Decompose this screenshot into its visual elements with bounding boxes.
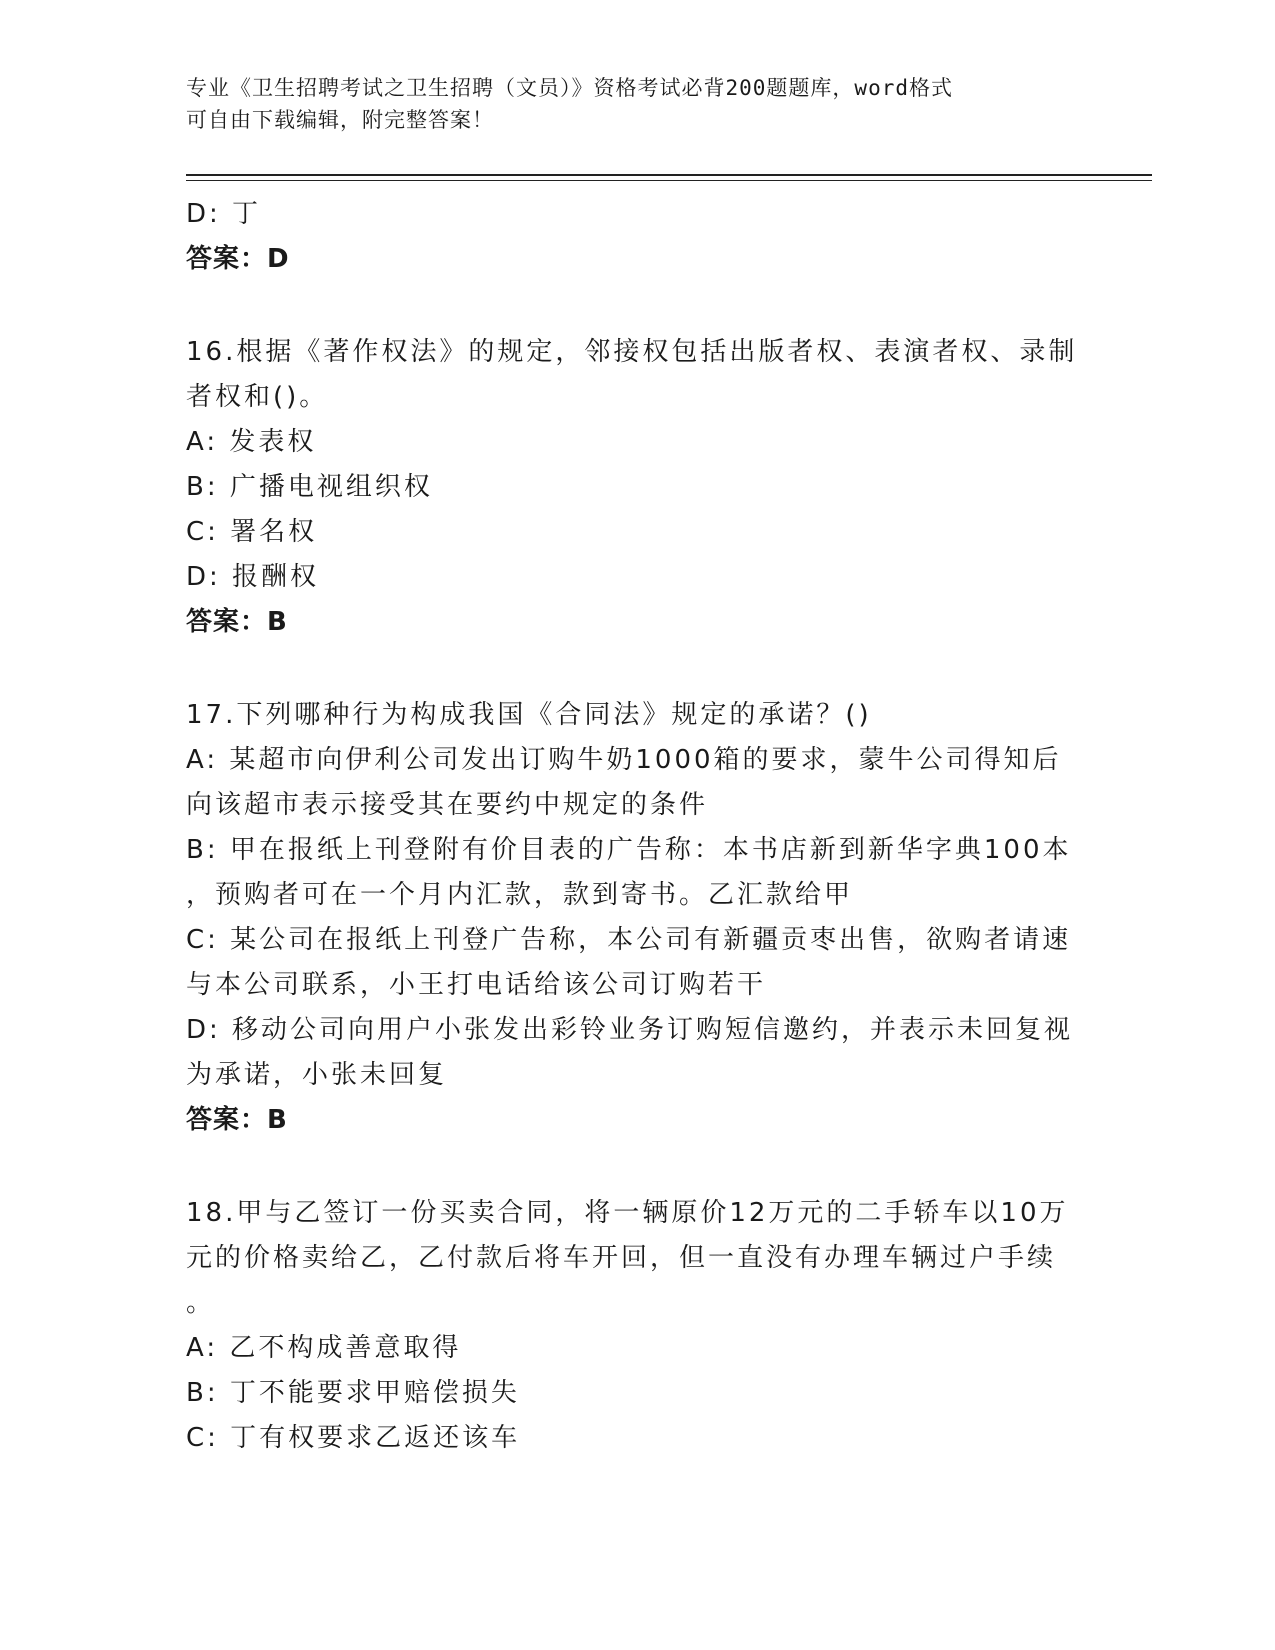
q16-stem-line-2: 者权和()。 [186,382,329,412]
q17-answer: 答案：B [186,1105,288,1135]
q16-option-a: A: 发表权 [186,427,317,457]
q18-option-a: A: 乙不构成善意取得 [186,1333,462,1363]
prev-answer: 答案：D [186,244,290,274]
question-17 [186,693,1074,1143]
spacer [186,282,1066,330]
q17-option-c-line-2: 与本公司联系，小王打电话给该公司订购若干 [186,970,767,1000]
q18-option-c: C: 丁有权要求乙返还该车 [186,1423,521,1453]
q17-option-d-line-2: 为承诺，小张未回复 [186,1060,448,1090]
question-list [186,192,1078,1461]
q18-option-b: B: 丁不能要求甲赔偿损失 [186,1378,520,1408]
header-divider-thick [186,174,1152,176]
question-16 [186,330,1078,645]
q16-option-b: B: 广播电视组织权 [186,472,433,502]
q16-answer: 答案：B [186,607,288,637]
q18-stem-line-1: 18.甲与乙签订一份买卖合同，将一辆原价12万元的二手轿车以10万 [186,1198,1069,1228]
header-divider-thin [186,180,1152,181]
spacer [186,645,1066,693]
header-line-1: 专业《卫生招聘考试之卫生招聘（文员）》资格考试必背200题题库，word格式 [186,76,953,100]
q17-option-a-line-2: 向该超市表示接受其在要约中规定的条件 [186,790,709,820]
q17-stem-line-1: 17.下列哪种行为构成我国《合同法》规定的承诺？() [186,700,872,730]
q17-option-d-line-1: D: 移动公司向用户小张发出彩铃业务订购短信邀约，并表示未回复视 [186,1015,1074,1045]
q18-stem-line-2: 元的价格卖给乙，乙付款后将车开回，但一直没有办理车辆过户手续 [186,1243,1057,1273]
q16-option-c: C: 署名权 [186,517,318,547]
header-line-2: 可自由下载编辑，附完整答案！ [186,108,494,132]
document-header [186,72,1066,136]
spacer [186,1143,1066,1191]
q17-option-c-line-1: C: 某公司在报纸上刊登广告称，本公司有新疆贡枣出售，欲购者请速 [186,925,1072,955]
q17-option-b-line-1: B: 甲在报纸上刊登附有价目表的广告称：本书店新到新华字典100本 [186,835,1072,865]
q18-stem-line-3: 。 [186,1288,216,1318]
q17-option-a-line-1: A: 某超市向伊利公司发出订购牛奶1000箱的要求，蒙牛公司得知后 [186,745,1062,775]
q17-option-b-line-2: ，预购者可在一个月内汇款，款到寄书。乙汇款给甲 [186,880,854,910]
prev-option-d: D: 丁 [186,199,262,229]
q16-stem-line-1: 16.根据《著作权法》的规定，邻接权包括出版者权、表演者权、录制 [186,337,1078,367]
question-18 [186,1191,1069,1461]
q16-option-d: D: 报酬权 [186,562,320,592]
